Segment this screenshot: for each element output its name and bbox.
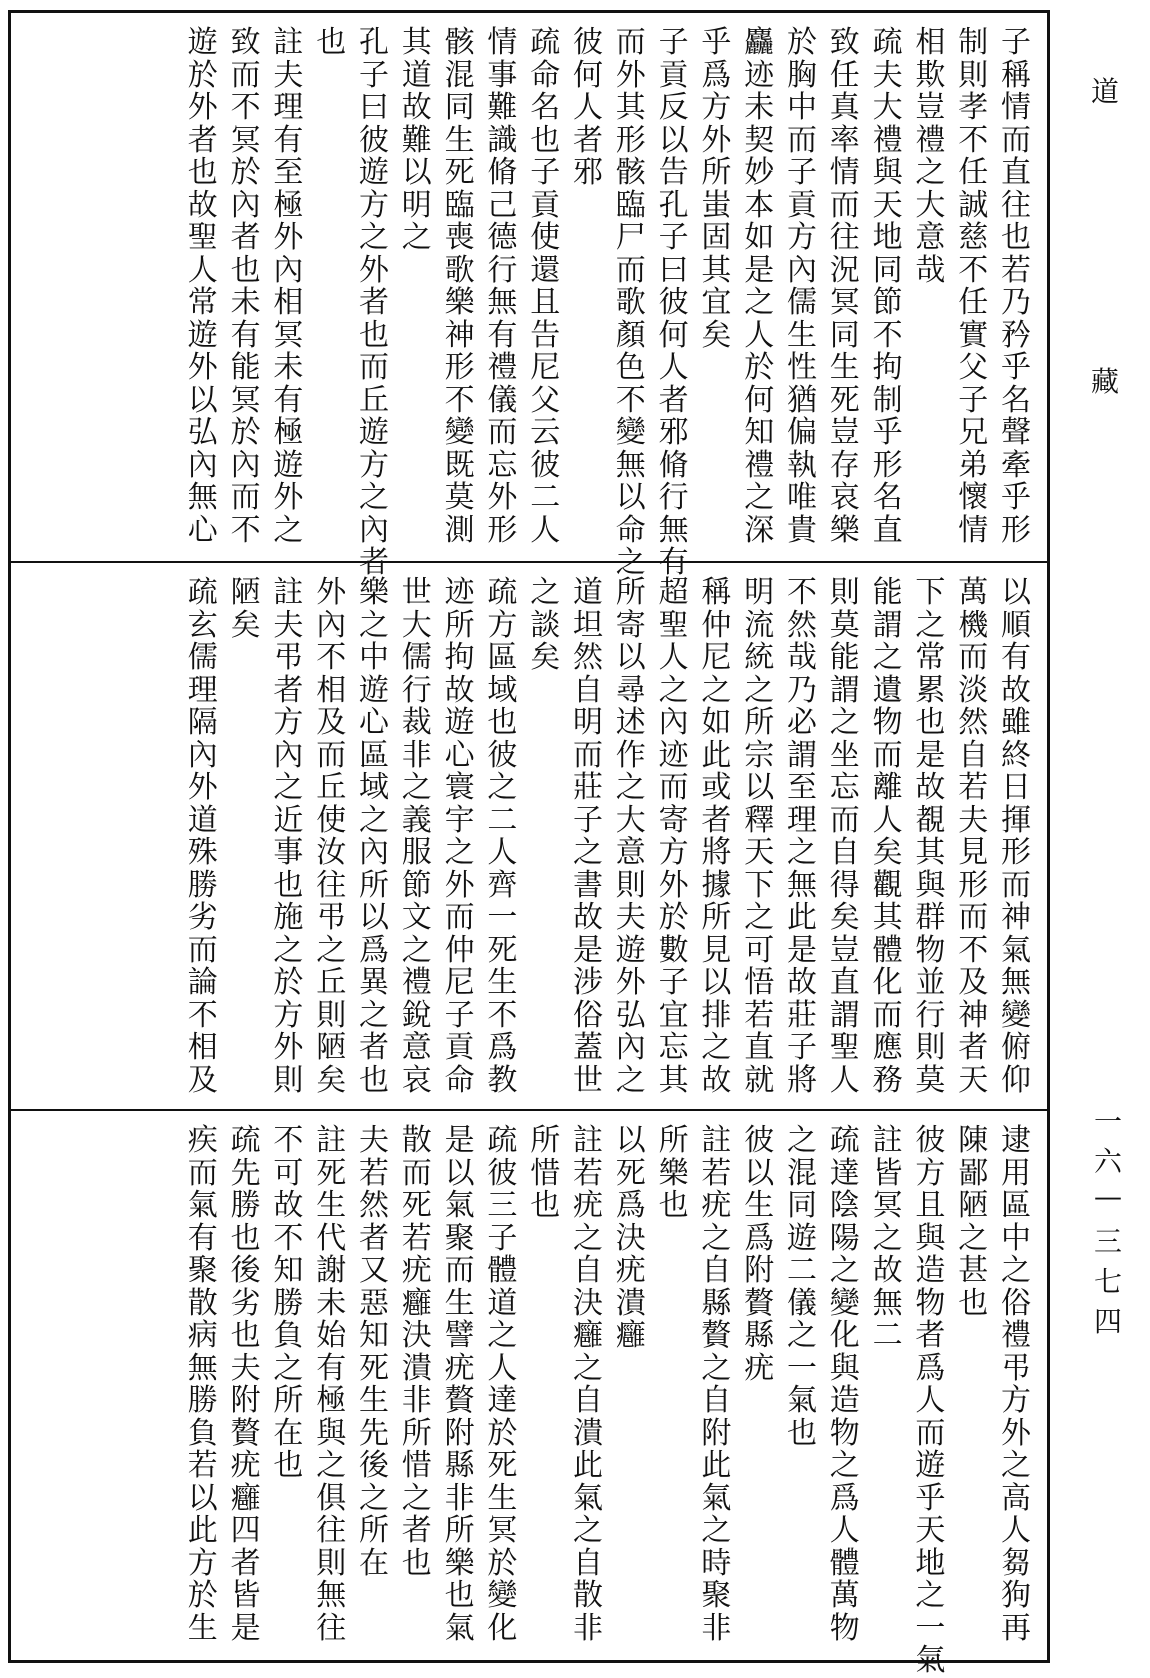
text-column: 情 事 難 識 脩 己 德 行 無 有 禮 儀 而 忘 外 形 [487, 25, 518, 548]
text-column: 下 之 常 累 也 是 故 覩 其 與 群 物 並 行 則 莫 [915, 575, 946, 1098]
text-column: 孔 子 曰 彼 遊 方 之 外 者 也 而 丘 遊 方 之 內 者 [359, 25, 389, 580]
page-number-char: 七 [1093, 1265, 1122, 1298]
page-frame [8, 10, 1050, 1678]
text-column: 而 外 其 形 骸 臨 尸 而 歌 顏 色 不 變 無 以 命 之 [615, 25, 646, 580]
text-column: 之 混 同 遊 二 儀 之 一 氣 也 [787, 1123, 817, 1451]
text-column: 疏 玄 儒 理 隔 內 外 道 殊 勝 劣 而 論 不 相 及 [187, 575, 218, 1098]
text-column: 制 則 孝 不 任 誠 慈 不 任 實 父 子 兄 弟 懷 情 [958, 25, 989, 548]
text-column: 散 而 死 若 疣 癰 決 潰 非 所 惜 之 者 也 [401, 1123, 432, 1581]
text-column: 陋 矣 [230, 575, 261, 643]
text-column: 彼 以 生 爲 附 贅 縣 疣 [744, 1123, 775, 1386]
text-column: 致 任 真 率 情 而 往 況 冥 同 生 死 豈 存 哀 樂 [829, 25, 860, 548]
text-panel-1 [11, 13, 1047, 580]
text-column: 註 夫 理 有 至 極 外 內 相 冥 未 有 極 遊 外 之 [273, 25, 304, 548]
text-column: 註 夫 弔 者 方 內 之 近 事 也 施 之 於 方 外 則 [273, 575, 304, 1098]
text-column: 外 內 不 相 及 而 丘 使 汝 往 弔 之 丘 則 陋 矣 [316, 575, 347, 1098]
text-column: 乎 爲 方 外 所 蚩 固 其 宜 矣 [701, 25, 732, 353]
text-column: 子 貢 反 以 告 孔 子 曰 彼 何 人 者 邪 脩 行 無 有 [658, 25, 689, 580]
text-column: 疏 彼 三 子 體 道 之 人 達 於 死 生 冥 於 變 化 [487, 1123, 518, 1646]
text-column: 世 大 儒 行 裁 非 之 義 服 節 文 之 禮 銳 意 哀 [401, 575, 432, 1098]
text-column: 道 坦 然 自 明 而 莊 子 之 書 故 是 涉 俗 蓋 世 [573, 575, 603, 1098]
text-panel-3 [11, 1109, 1047, 1678]
text-column: 註 若 疣 之 自 決 癰 之 自 潰 此 氣 之 自 散 非 [573, 1123, 603, 1646]
text-column: 所 寄 以 尋 述 作 之 大 意 則 夫 遊 外 弘 內 之 [615, 575, 646, 1098]
text-column: 不 然 哉 乃 必 謂 至 理 之 無 此 是 故 莊 子 將 [787, 575, 817, 1098]
page-number-char: — [1094, 1180, 1122, 1213]
text-column: 其 道 故 難 以 明 之 [401, 25, 432, 255]
text-column: 稱 仲 尼 之 如 此 或 者 將 據 所 見 以 排 之 故 [701, 575, 732, 1098]
text-column: 註 皆 冥 之 故 無 二 [872, 1123, 903, 1353]
page-number-char: 四 [1093, 1305, 1122, 1338]
text-column: 是 以 氣 聚 而 生 譬 疣 贅 附 縣 非 所 樂 也 氣 [444, 1123, 475, 1646]
text-column: 也 [316, 25, 347, 60]
text-column: 相 欺 豈 禮 之 大 意 哉 [915, 25, 946, 288]
text-column: 陳 鄙 陋 之 甚 也 [958, 1123, 989, 1321]
text-column: 所 惜 也 [530, 1123, 561, 1223]
page-number-char: 三 [1093, 1225, 1122, 1258]
page-number-char: 六 [1093, 1145, 1122, 1178]
text-column: 骸 混 同 生 死 臨 喪 歌 樂 神 形 不 變 既 莫 測 [444, 25, 475, 548]
text-column: 彼 何 人 者 邪 [573, 25, 603, 190]
text-column: 超 聖 人 之 內 迹 而 寄 方 外 於 數 子 宜 忘 其 [658, 575, 689, 1098]
text-column: 逮 用 區 中 之 俗 禮 弔 方 外 之 高 人 芻 狗 再 [1001, 1123, 1031, 1646]
text-column: 夫 若 然 者 又 惡 知 死 生 先 後 之 所 在 [359, 1123, 389, 1581]
running-title [1080, 70, 1130, 420]
text-column: 不 可 故 不 知 勝 負 之 所 在 也 [273, 1123, 304, 1483]
text-column: 疏 命 名 也 子 貢 使 還 且 告 尼 父 云 彼 二 人 [530, 25, 561, 548]
text-column: 於 胸 中 而 子 貢 方 內 儒 生 性 猶 偏 執 唯 貴 [787, 25, 817, 548]
text-column: 彼 方 且 與 造 物 者 爲 人 而 遊 乎 天 地 之 一 氣 [915, 1123, 946, 1678]
text-panel-2 [11, 561, 1047, 1111]
text-column: 疏 先 勝 也 後 劣 也 夫 附 贅 疣 癰 四 者 皆 是 [230, 1123, 261, 1646]
text-column: 明 流 統 之 所 宗 以 釋 天 下 之 可 悟 若 直 就 [744, 575, 775, 1098]
text-column: 麤 迹 未 契 妙 本 如 是 之 人 於 何 知 禮 之 深 [744, 25, 775, 548]
text-column: 以 死 爲 決 疣 潰 癰 [615, 1123, 646, 1353]
text-column: 疏 方 區 域 也 彼 之 二 人 齊 一 死 生 不 爲 教 [487, 575, 518, 1098]
text-column: 疾 而 氣 有 聚 散 病 無 勝 負 若 以 此 方 於 生 [187, 1123, 218, 1646]
text-column: 遊 於 外 者 也 故 聖 人 常 遊 外 以 弘 內 無 心 [187, 25, 218, 548]
text-column: 以 順 有 故 雖 終 日 揮 形 而 神 氣 無 變 俯 仰 [1001, 575, 1031, 1098]
text-column: 萬 機 而 淡 然 自 若 夫 見 形 而 不 及 神 者 天 [958, 575, 989, 1098]
text-column: 疏 達 陰 陽 之 變 化 與 造 物 之 爲 人 體 萬 物 [829, 1123, 860, 1646]
text-column: 則 莫 能 謂 之 坐 忘 而 自 得 矣 豈 直 謂 聖 人 [829, 575, 860, 1098]
text-column: 樂 之 中 遊 心 區 域 之 內 所 以 爲 異 之 者 也 [359, 575, 389, 1098]
text-column: 迹 所 拘 故 遊 心 寰 宇 之 外 而 仲 尼 子 貢 命 [444, 575, 475, 1098]
text-column: 疏 夫 大 禮 與 天 地 同 節 不 拘 制 乎 形 名 直 [872, 25, 903, 548]
text-column: 之 談 矣 [530, 575, 561, 675]
text-column: 所 樂 也 [658, 1123, 689, 1223]
text-column: 註 死 生 代 謝 未 始 有 極 與 之 俱 往 則 無 往 [316, 1123, 347, 1646]
running-title-char-1: 道 [1090, 75, 1119, 108]
running-title-char-2: 藏 [1090, 365, 1119, 398]
text-column: 子 稱 情 而 直 往 也 若 乃 矜 乎 名 聲 牽 乎 形 [1001, 25, 1031, 548]
page-number [1080, 1100, 1136, 1340]
text-column: 致 而 不 冥 於 內 者 也 未 有 能 冥 於 內 而 不 [230, 25, 261, 548]
page-number-char: 一 [1093, 1105, 1122, 1138]
text-column: 註 若 疣 之 自 縣 贅 之 自 附 此 氣 之 時 聚 非 [701, 1123, 732, 1646]
text-column: 能 謂 之 遺 物 而 離 人 矣 觀 其 體 化 而 應 務 [872, 575, 903, 1098]
